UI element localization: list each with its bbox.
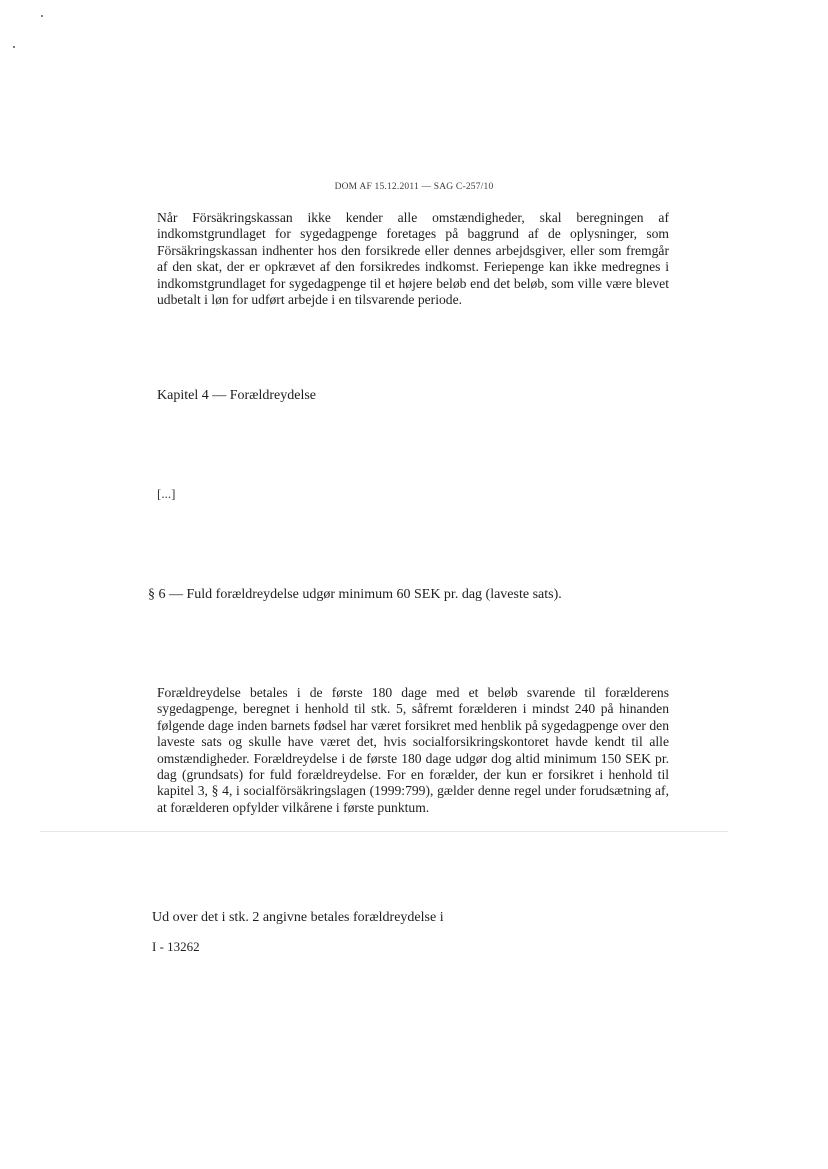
- page-number: I - 13262: [152, 939, 200, 954]
- continuation-text: Ud over det i stk. 2 angivne betales forældreydelse i: [152, 910, 444, 925]
- running-header: DOM AF 15.12.2011 — SAG C-257/10: [334, 182, 494, 192]
- omission-marker: [...]: [157, 486, 176, 501]
- paragraph-foraeldreydelse: [157, 685, 669, 816]
- paragraph-text: Når Försäkringskassan ikke kender alle omstændigheder, skal beregningen af indkomstgrundlaget for sygedagpenge foretages på baggrund af de oplysninger, som Försäkringskassan indhenter hos den forsikrede eller dennes arbejdsgiver, eller som fremgår af den skat, der er opkrævet af den forsikredes indkomst. Feriepenge kan ikke medregnes i indkomstgrundlaget for sygedagpenge til et højere beløb end det beløb, som ville være blevet udbetalt i løn for udført arbejde i en tilsvarende periode.: [157, 210, 669, 308]
- paragraph-indkomstgrundlag: [157, 210, 669, 308]
- scan-speck: [13, 46, 15, 48]
- section-6-heading: § 6 — Fuld forældreydelse udgør minimum 60 SEK pr. dag (laveste sats).: [148, 587, 562, 602]
- horizontal-divider: [40, 831, 728, 832]
- chapter-heading: Kapitel 4 — Forældreydelse: [157, 388, 317, 403]
- paragraph-text: Forældreydelse betales i de første 180 dage med et beløb svarende til forælderens sygedagpenge, beregnet i henhold til stk. 5, såfremt forælderen i mindst 240 på hinanden følgende dage inden barnets fødsel har været forsikret med henblik på sygedagpenge over den laveste sats og skulle have været det, hvis socialforsikringskontoret havde kendt til alle omstændigheder. Forældreydelse i de første 180 dage udgør dog altid minimum 150 SEK pr. dag (grundsats) for fuld forældreydelse. For en forælder, der kun er forsikret i henhold til kapitel 3, § 4, i socialförsäkringslagen (1999:799), gælder denne regel under forudsætning af, at forælderen opfylder vilkårene i første punktum.: [157, 685, 669, 815]
- scan-speck: [41, 15, 43, 17]
